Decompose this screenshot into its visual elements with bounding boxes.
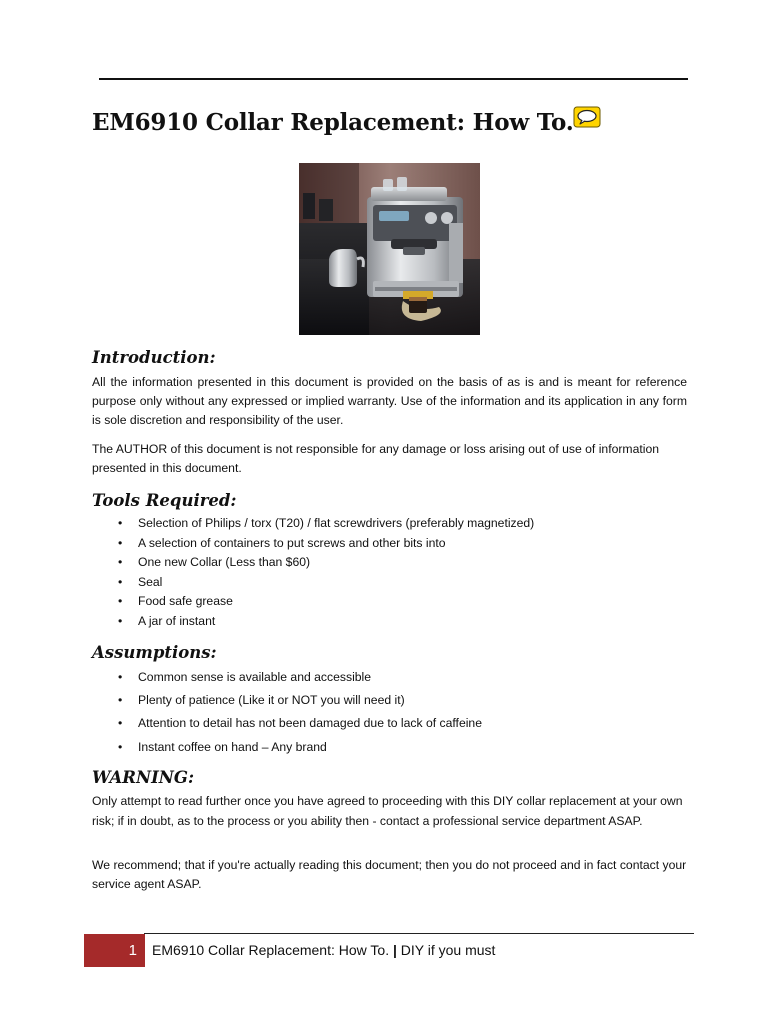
header-rule [99, 78, 688, 80]
list-item: • Food safe grease [138, 592, 687, 612]
warning-paragraph-1: Only attempt to read further once you have agreed to proceeding with this DIY collar replacement at your own risk; if in doubt, as to the process or you ability then - contact a professional service department ASAP. [92, 794, 683, 829]
intro-paragraph-1: All the information presented in this document is provided on the basis of as is and is meant for reference purpose only without any expressed or implied warranty. Use of the information and its application in any form is sole discretion and responsibility of the user. [92, 375, 687, 427]
warning-section [92, 767, 687, 894]
assumptions-list [92, 666, 687, 760]
list-item: • Seal [138, 573, 687, 593]
intro-paragraph-2: The AUTHOR of this document is not responsible for any damage or loss arising out of use of information presented in this document. [92, 442, 659, 475]
list-item: • Plenty of patience (Like it or NOT you will need it) [138, 689, 687, 712]
warning-heading: WARNING: [92, 768, 195, 788]
introduction-heading: Introduction: [92, 348, 216, 367]
warning-paragraph-2: We recommend; that if you're actually reading this document; then you do not proceed and in fact contact your service agent ASAP. [92, 858, 687, 892]
list-item: • Attention to detail has not been damaged due to lack of caffeine [138, 712, 687, 735]
comment-balloon-icon[interactable] [573, 106, 601, 128]
tools-list [92, 514, 687, 632]
tools-section [92, 490, 687, 632]
footer-text [152, 942, 495, 958]
espresso-machine-photo [299, 163, 480, 335]
assumptions-heading: Assumptions: [92, 642, 217, 662]
page-number: 1 [84, 934, 145, 967]
footer-separator: | [392, 942, 397, 958]
footer-subtitle: DIY if you must [400, 942, 496, 958]
list-item: • Selection of Philips / torx (T20) / flat screwdrivers (preferably magnetized) [138, 514, 687, 534]
assumptions-section [92, 642, 687, 760]
tools-heading: Tools Required: [92, 491, 237, 510]
document-title: EM6910 Collar Replacement: How To. [92, 109, 574, 136]
document-body [92, 347, 687, 894]
list-item: • A jar of instant [138, 612, 687, 632]
list-item: • One new Collar (Less than $60) [138, 553, 687, 573]
list-item: • Common sense is available and accessible [138, 666, 687, 689]
footer-title: EM6910 Collar Replacement: How To. [152, 942, 390, 958]
list-item: • Instant coffee on hand – Any brand [138, 736, 687, 759]
footer-rule [144, 933, 694, 934]
list-item: • A selection of containers to put screws and other bits into [138, 534, 687, 554]
introduction-section [92, 347, 687, 478]
